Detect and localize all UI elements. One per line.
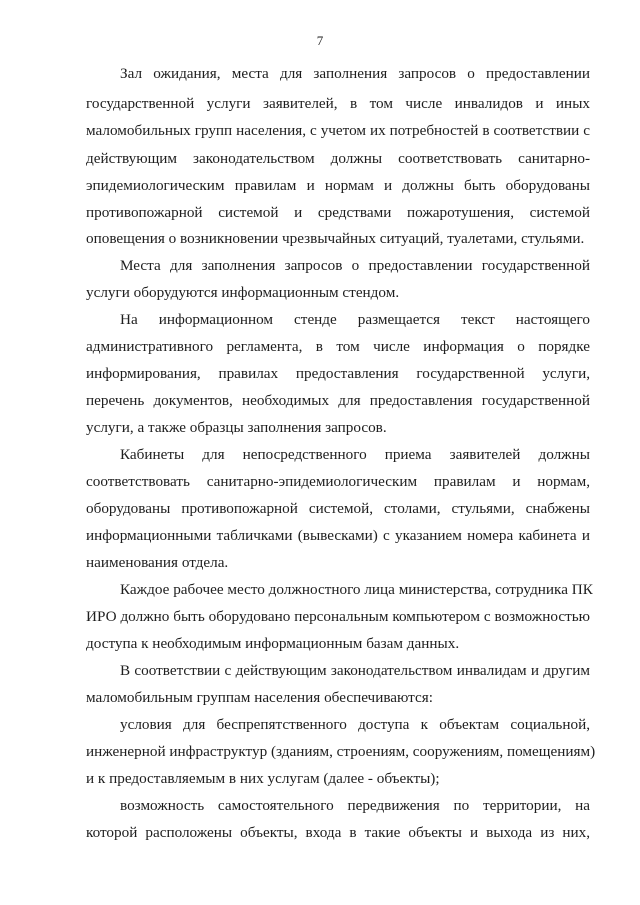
text-line: условия для беспрепятственного доступа к объектам социальной, [120,716,590,733]
text-line: оборудованы противопожарной системой, столами, стульями, снабжены [86,500,590,517]
text-line: действующим законодательством должны соответствовать санитарно- [86,150,590,167]
text-line: Места для заполнения запросов о предоставлении государственной [120,257,590,274]
text-line: Каждое рабочее место должностного лица министерства, сотрудника ПК [120,581,593,598]
text-line: соответствовать санитарно-эпидемиологическим правилам и нормам, [86,473,590,490]
text-line: оповещения о возникновении чрезвычайных ситуаций, туалетами, стульями. [86,230,585,247]
text-line: В соответствии с действующим законодательством инвалидам и другим [120,662,590,679]
text-line: информирования, правилах предоставления государственной услуги, [86,365,590,382]
text-line: государственной услуги заявителей, в том числе инвалидов и иных [86,95,590,112]
text-line: информационными табличками (вывесками) с указанием номера кабинета и [86,527,590,544]
text-line: эпидемиологическим правилам и нормам и должны быть оборудованы [86,177,590,194]
text-line: маломобильным группам населения обеспечиваются: [86,689,433,706]
text-line: маломобильных групп населения, с учетом их потребностей в соответствии с [86,122,590,139]
text-line: административного регламента, в том числе информация о порядке [86,338,590,355]
text-line: На информационном стенде размещается текст настоящего [120,311,590,328]
text-line: и к предоставляемым в них услугам (далее - объекты); [86,770,440,787]
text-line: доступа к необходимым информационным базам данных. [86,635,460,652]
text-line: перечень документов, необходимых для предоставления государственной [86,392,590,409]
text-line: наименования отдела. [86,554,229,571]
text-line: ИРО должно быть оборудовано персональным компьютером с возможностью [86,608,590,625]
text-line: противопожарной системой и средствами пожаротушения, системой [86,204,590,221]
text-line: инженерной инфраструктур (зданиям, строениям, сооружениям, помещениям) [86,743,596,760]
text-line: которой расположены объекты, входа в такие объекты и выхода из них, [86,824,590,841]
text-line: возможность самостоятельного передвижения по территории, на [120,797,590,814]
page-number: 7 [316,33,324,48]
text-line: Зал ожидания, места для заполнения запросов о предоставлении [120,65,590,82]
text-line: услуги, а также образцы заполнения запросов. [86,419,387,436]
text-line: услуги оборудуются информационным стендом. [86,284,400,301]
text-line: Кабинеты для непосредственного приема заявителей должны [120,446,590,463]
